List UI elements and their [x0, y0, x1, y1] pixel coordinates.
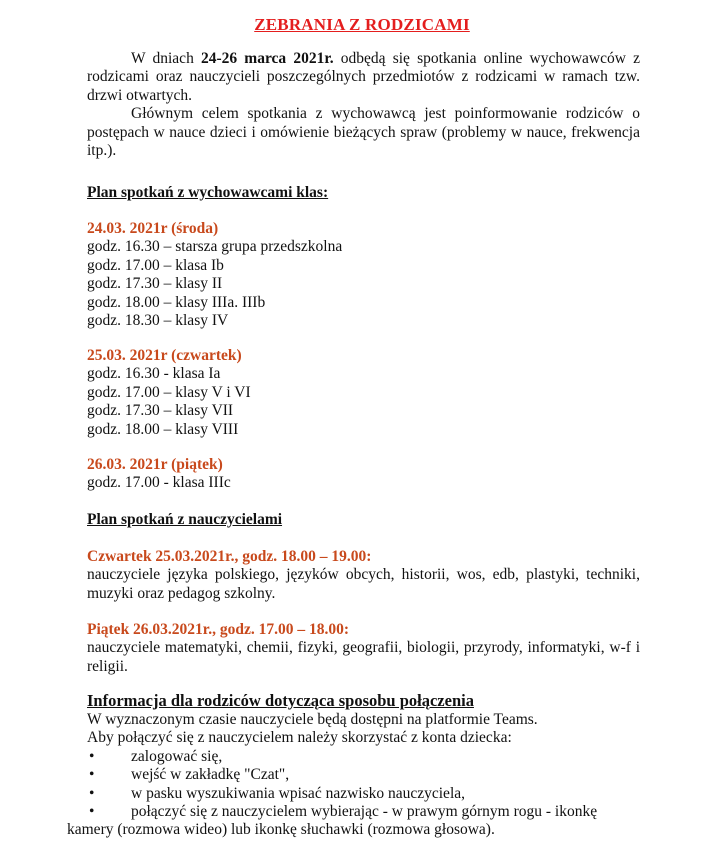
schedule-item: godz. 18.00 – klasy IIIa. IIIb [87, 293, 266, 311]
schedule-item: godz. 17.30 – klasy II [87, 275, 223, 293]
teacher-session-1 [87, 548, 640, 603]
day-block-2 [87, 347, 640, 439]
bullet-text: wejść w zakładkę "Czat", [131, 766, 290, 784]
bullet-text: zalogować się, [131, 747, 223, 765]
bullet-item [87, 785, 640, 803]
bullet-icon: • [89, 803, 95, 820]
info-line-2: Aby połączyć się z nauczycielem należy skorzystać z konta dziecka: [87, 729, 512, 747]
day-block-3 [87, 456, 640, 493]
schedule-item: godz. 17.00 – klasa Ib [87, 256, 224, 274]
day-block-1 [87, 220, 640, 330]
last-bullet-line-1 [67, 803, 640, 821]
schedule-item: godz. 18.00 – klasy VIII [87, 420, 239, 438]
page-title: ZEBRANIA Z RODZICAMI [254, 15, 470, 34]
last-bullet-item [67, 803, 640, 840]
schedule-item: godz. 16.30 – starsza grupa przedszkolna [87, 238, 343, 256]
schedule-item: godz. 17.00 - klasa IIIc [87, 474, 231, 492]
bullet-text: w pasku wyszukiwania wpisać nazwisko nauczyciela, [131, 784, 465, 802]
session-date: Czwartek 25.03.2021r., godz. 18.00 – 19.00: [87, 548, 372, 565]
intro-text-rest: odbędą się spotkania online wychowawców z rodzicami oraz nauczycieli poszczególnych przedmiotów z rodzicami w ramach tzw. drzwi otwartych. [87, 50, 640, 104]
bullet-icon: • [89, 747, 95, 765]
day-date: 24.03. 2021r (środa) [87, 220, 219, 237]
intro-paragraph-2: Głównym celem spotkania z wychowawcą jest poinformowanie rodziców o postępach w nauce dzieci i omówienie bieżących spraw (problemy w nauce, frekwencja itp.). [87, 105, 640, 160]
plan-wychowawcy-heading: Plan spotkań z wychowawcami klas: [87, 184, 329, 201]
teacher-session-2 [87, 621, 640, 676]
intro-paragraph-1 [87, 50, 640, 105]
bullet-text: połączyć się z nauczycielem wybierając - w prawym górnym rogu - ikonkę [131, 803, 598, 820]
last-bullet-line-2: kamery (rozmowa wideo) lub ikonkę słuchawki (rozmowa głosowa). [67, 821, 495, 839]
info-heading: Informacja dla rodziców dotycząca sposobu połączenia [87, 691, 474, 710]
schedule-item: godz. 18.30 – klasy IV [87, 312, 229, 330]
intro-section [87, 50, 640, 160]
bullet-icon: • [89, 784, 95, 802]
bullet-icon: • [89, 766, 95, 784]
plan-nauczyciele-heading: Plan spotkań z nauczycielami [87, 511, 283, 528]
schedule-item: godz. 16.30 - klasa Ia [87, 365, 221, 383]
info-line-1: W wyznaczonym czasie nauczyciele będą dostępni na platformie Teams. [87, 711, 538, 728]
session-teachers: nauczyciele matematyki, chemii, fizyki, geografii, biologii, przyrody, informatyki, w-f i religii. [87, 639, 640, 675]
day-date: 26.03. 2021r (piątek) [87, 456, 223, 473]
session-date: Piątek 26.03.2021r., godz. 17.00 – 18.00: [87, 621, 350, 638]
meeting-dates: 24-26 marca 2021r. [200, 50, 334, 67]
schedule-item: godz. 17.00 – klasy V i VI [87, 383, 251, 401]
bullet-item [87, 748, 640, 766]
day-date: 25.03. 2021r (czwartek) [87, 347, 242, 364]
bullet-item [87, 766, 640, 784]
intro-text: W dniach [131, 50, 201, 67]
session-teachers: nauczyciele języka polskiego, języków obcych, historii, wos, edb, plastyki, techniki, muzyki oraz pedagog szkolny. [87, 566, 640, 602]
info-section [87, 711, 640, 803]
schedule-item: godz. 17.30 – klasy VII [87, 402, 234, 420]
